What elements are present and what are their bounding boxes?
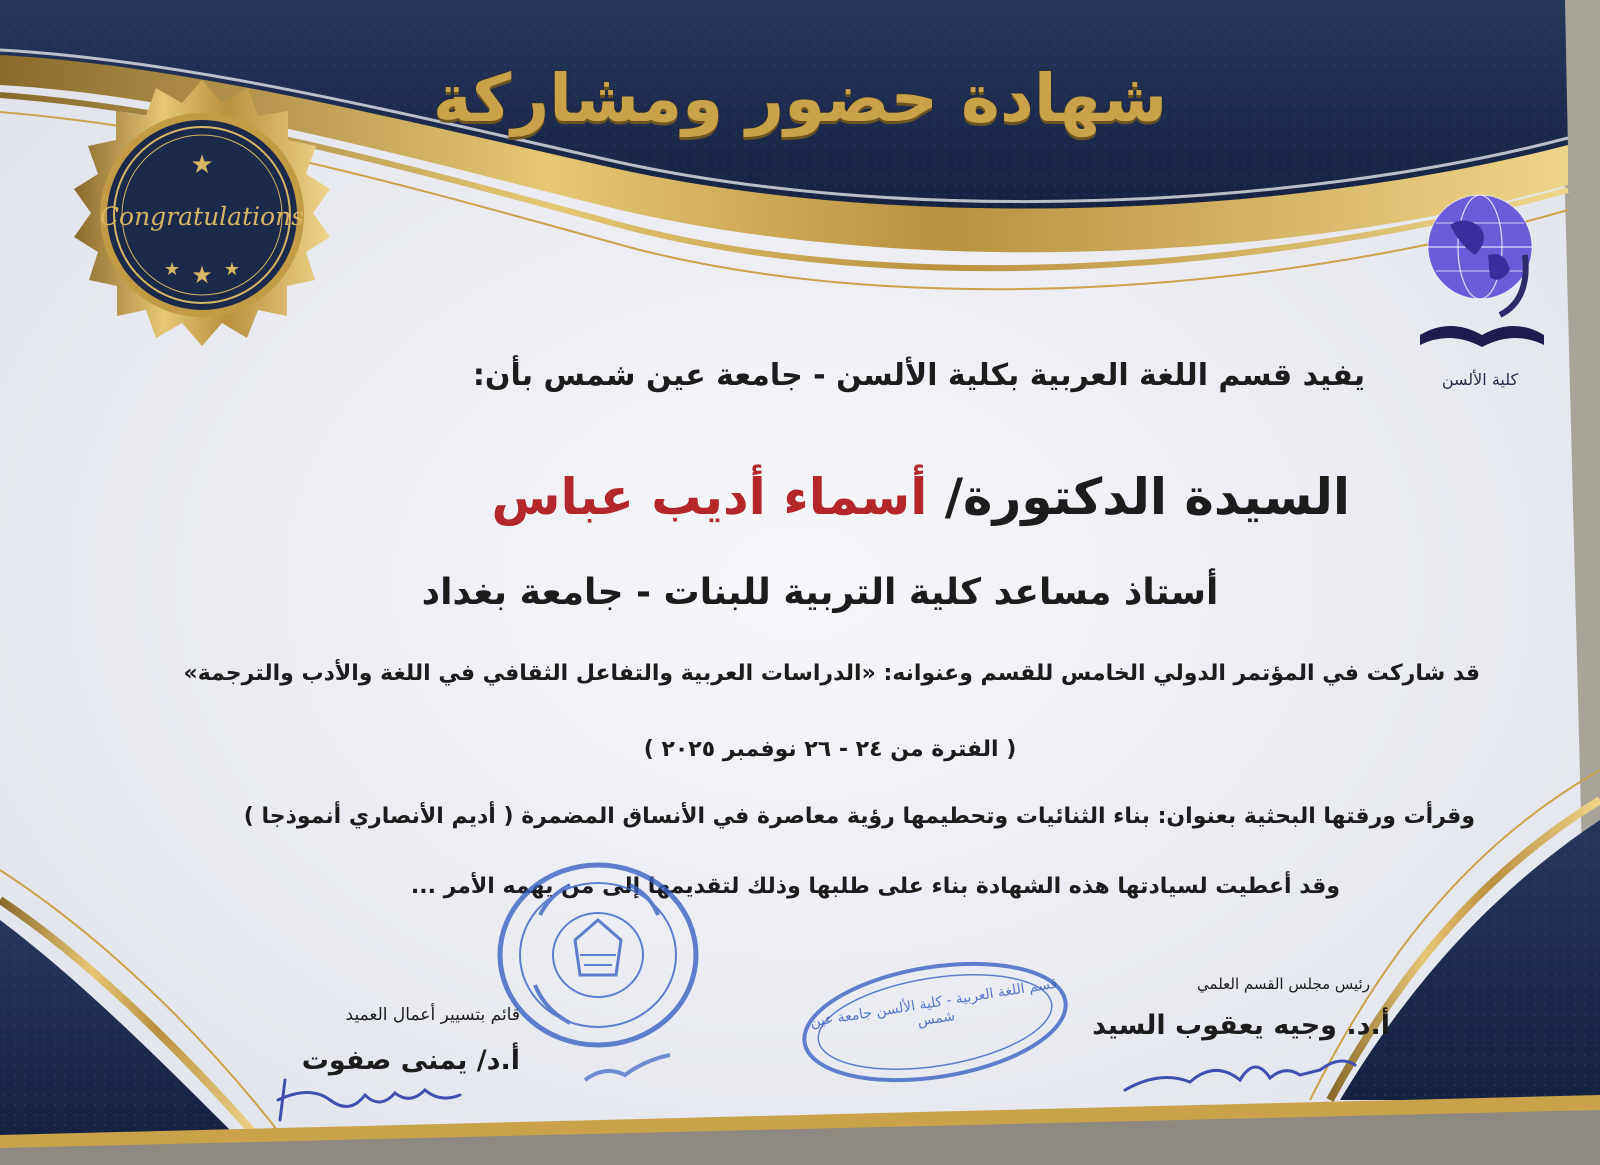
stamp-mark-icon	[580, 1045, 680, 1095]
right-signatory-name: أ.د. وجيه يعقوب السيد	[1092, 1010, 1390, 1041]
right-signature-icon	[1120, 1040, 1360, 1100]
left-signature-icon	[270, 1075, 480, 1135]
recipient-position: أستاذ مساعد كلية التربية للبنات - جامعة بغداد	[421, 572, 1219, 613]
svg-text:★: ★	[190, 150, 214, 180]
closing-text: وقد أعطيت لسيادتها هذه الشهادة بناء على طلبها وذلك لتقديمها إلى من يهمه الأمر ...	[410, 874, 1340, 899]
svg-text:★: ★	[191, 261, 213, 289]
svg-text:★: ★	[163, 259, 181, 280]
round-stamp-icon	[480, 845, 720, 1065]
globe-book-logo-icon	[1410, 185, 1555, 365]
participation-text: قد شاركت في المؤتمر الدولي الخامس للقسم وعنوانه: «الدراسات العربية والتفاعل الثقافي في اللغة والأدب والترجمة»	[183, 661, 1480, 686]
svg-text:★: ★	[223, 259, 241, 280]
left-signatory-name: أ.د/ يمنى صفوت	[301, 1045, 520, 1076]
intro-text: يفيد قسم اللغة العربية بكلية الألسن - جامعة عين شمس بأن:	[472, 358, 1365, 393]
seal-text: Congratulations	[99, 202, 305, 231]
paper-title-text: وقرأت ورقتها البحثية بعنوان: بناء الثنائيات وتحطيمها رؤية معاصرة في الأنساق المضمرة ( أديم الأنصاري أنموذجا )	[243, 804, 1475, 829]
honorific: السيدة الدكتورة/	[944, 468, 1350, 526]
recipient-line	[280, 468, 1350, 526]
left-signatory-title: قائم بتسيير أعمال العميد	[345, 1005, 520, 1025]
stamp-text: قسم اللغة العربية - كلية الألسن جامعة عين شمس	[809, 975, 1059, 1031]
certificate-title: شهادة حضور ومشاركة	[432, 60, 1168, 137]
logo-caption: كلية الألسن	[1441, 370, 1519, 389]
right-signatory-title: رئيس مجلس القسم العلمي	[1197, 975, 1370, 993]
conference-period: ( الفترة من ٢٤ - ٢٦ نوفمبر ٢٠٢٥ )	[643, 737, 1017, 762]
recipient-name: أسماء أديب عباس	[491, 468, 928, 526]
